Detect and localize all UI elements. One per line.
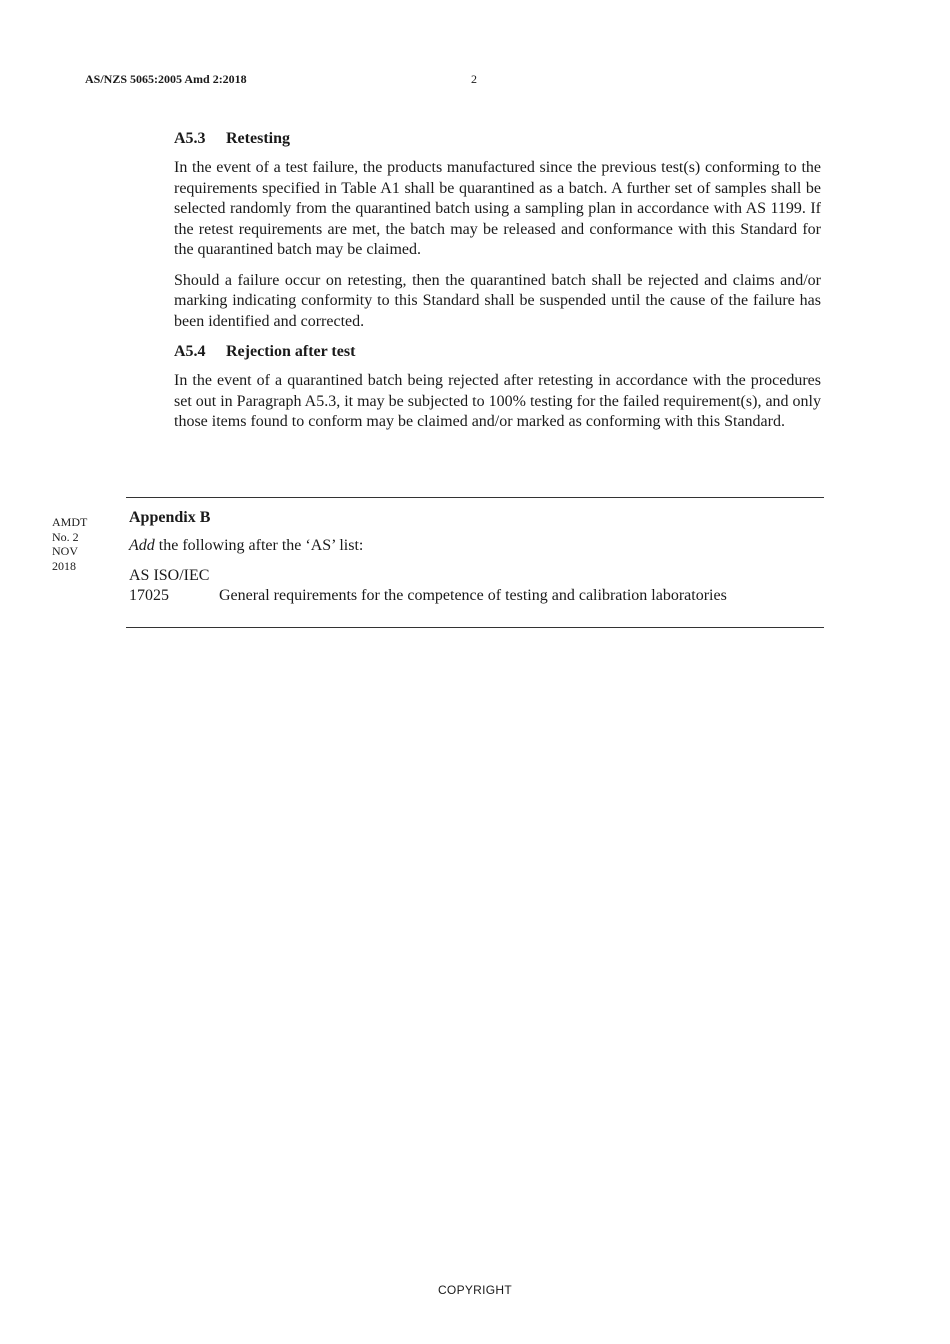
reference-organization: AS ISO/IEC [129,567,210,584]
margin-note-line: 2018 [52,558,76,573]
amendment-margin-note [52,515,87,573]
reference-number: 17025 [129,587,169,604]
instruction-text: the following after the ‘AS’ list: [154,537,364,554]
clause-title: Rejection after test [226,343,356,360]
clause-heading-a5-3 [174,129,821,149]
margin-note-line: NOV [52,544,78,558]
body-content [174,129,821,443]
instruction-verb: Add [129,537,155,554]
amendment-box [126,497,824,628]
copyright-footer: COPYRIGHT [437,1283,513,1297]
appendix-title: Appendix B [129,509,211,526]
amendment-content [129,508,819,606]
paragraph: Should a failure occur on retesting, then the quarantined batch shall be rejected and claims and/or marking indicating conformity to this Standard shall be suspended until the cause of the failure has been identified and corrected. [174,271,821,330]
clause-number: A5.3 [174,130,206,147]
clause-number: A5.4 [174,343,206,360]
margin-note-line: AMDT [52,515,88,529]
paragraph: In the event of a quarantined batch being rejected after retesting in accordance with the procedures set out in Paragraph A5.3, it may be subjected to 100% testing for the failed requirement(s), and only those items found to conform may be claimed and/or marked as conforming with this Standard. [174,372,821,430]
page-header [85,72,885,90]
reference-title: General requirements for the competence of testing and calibration laboratories [219,587,727,604]
reference-row [129,586,819,606]
amendment-instruction [129,536,819,556]
clause-title: Retesting [226,130,290,147]
paragraph: In the event of a test failure, the products manufactured since the previous test(s) conforming to the requirements specified in Table A1 shall be quarantined as a batch. A further set of samples shall be selected randomly from the quarantined batch using a sampling plan in accordance with AS 1199. If the retest requirements are met, the batch may be released and conformance with this Standard for the quarantined batch may be claimed. [174,159,821,258]
margin-note-line: No. 2 [52,529,79,544]
page-number: 2 [471,72,477,86]
document-reference: AS/NZS 5065:2005 Amd 2:2018 [85,72,247,86]
clause-heading-a5-4 [174,342,821,362]
